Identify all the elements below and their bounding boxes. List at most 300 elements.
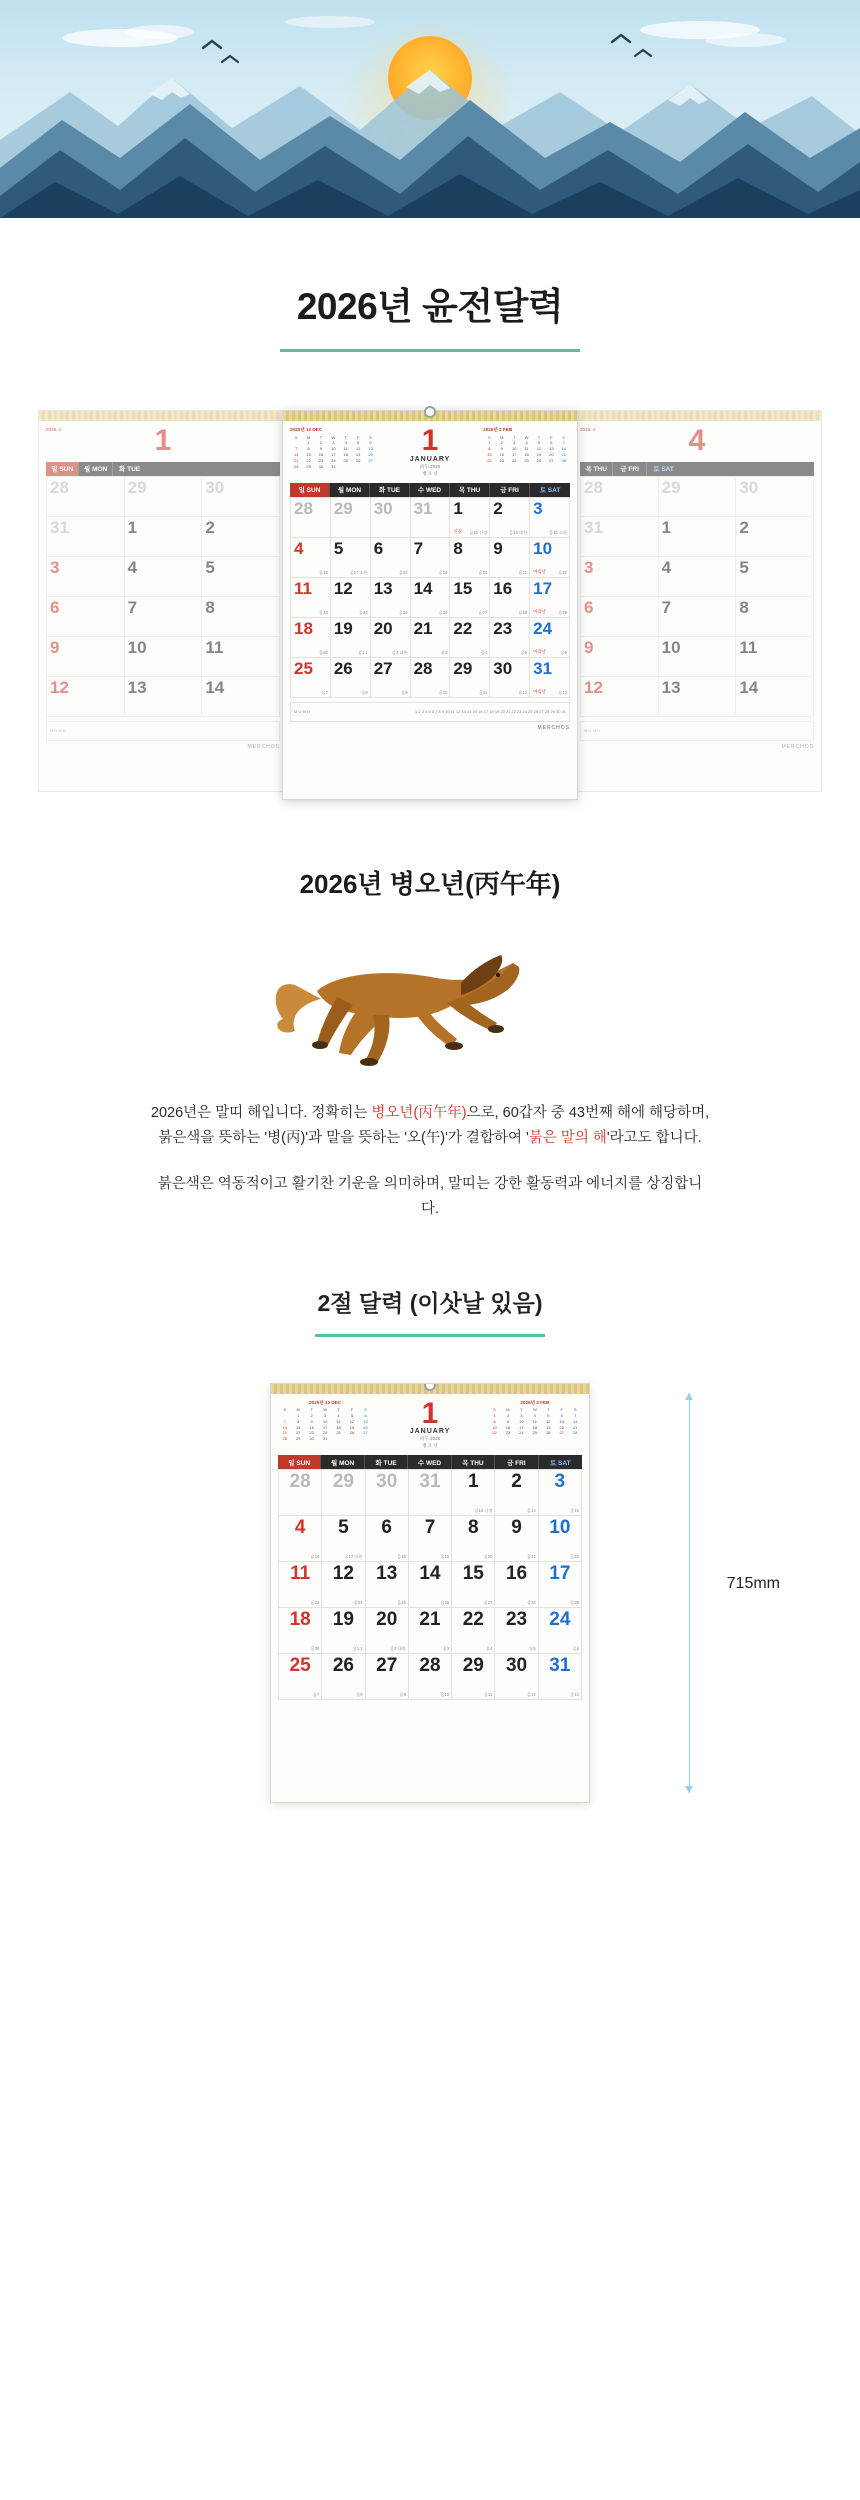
day-event-label: 신정 — [453, 528, 462, 534]
lunar-date: 음3 — [441, 649, 448, 655]
day-number: 14 — [419, 1563, 441, 1585]
calendar-day-cell — [202, 557, 280, 597]
day-number: 10 — [533, 538, 553, 558]
day-number: 28 — [413, 658, 433, 678]
mini-day: 6 — [364, 1412, 367, 1418]
sheet-footer-right: M U M D — [580, 721, 814, 741]
mini-day: 9 — [500, 446, 503, 452]
mini-day: 28 — [573, 1430, 578, 1436]
lunar-date: 음5 — [520, 649, 528, 655]
mini-day: 4 — [337, 1412, 340, 1418]
calendar-day-cell — [495, 1470, 538, 1516]
day-number: 10 — [661, 637, 681, 657]
mini-day: 2 — [319, 440, 323, 446]
calendar-day-cell — [366, 1516, 409, 1562]
calendar-day-cell — [452, 1608, 495, 1654]
day-number: 24 — [549, 1609, 571, 1631]
calendar-day-cell — [409, 1608, 452, 1654]
calendar-day-cell — [452, 1470, 495, 1516]
mini-month-prev-twofold: 2025년 12 DEC S M T W T F S 1 2 3 4 5 6 7 8 9 10 11 12 13 14 15 16 17 18 19 20 21 22 23 24 25 26 27 28 29 30 31 — [278, 1400, 372, 1442]
day-number: 30 — [493, 658, 513, 678]
lunar-date: 음14 대한 — [509, 529, 528, 535]
lunar-date: 음7 — [321, 689, 328, 695]
calendar-day-cell — [450, 658, 490, 698]
day-number: 14 — [739, 677, 759, 697]
mini-day: 22 — [306, 457, 311, 463]
lunar-date: 음16 — [319, 569, 328, 575]
hero-banner — [0, 0, 860, 218]
lunar-date: 음1.1 — [352, 1646, 363, 1652]
mini-day: 19 — [536, 452, 542, 458]
mini-day: 27 — [363, 1430, 368, 1436]
mini-day: 28 — [293, 463, 299, 469]
mini-day: 10 — [511, 446, 517, 452]
title-divider — [280, 349, 580, 352]
mini-day: 15 — [487, 452, 492, 458]
big-month-main: 1 JANUARY 丙午 2026 병 오 년 — [409, 424, 451, 476]
day-number: 7 — [661, 597, 672, 617]
lunar-date: 음24 — [359, 609, 368, 615]
mini-day: 18 — [532, 1424, 538, 1430]
calendar-day-cell — [291, 578, 331, 618]
weekday-header-twofold: 일 SUN 월 MON 화 TUE 수 WED 목 THU 금 FRI 토 SAT — [278, 1455, 582, 1469]
mini-day: 9 — [506, 1418, 510, 1424]
calendar-day-cell — [279, 1516, 322, 1562]
calendar-day-cell — [322, 1516, 365, 1562]
day-number: 20 — [376, 1609, 398, 1631]
lunar-date: 음22 — [570, 1554, 579, 1560]
calendar-day-cell — [495, 1516, 538, 1562]
calendar-day-cell — [490, 578, 530, 618]
mini-weekday: T — [344, 434, 347, 440]
lunar-date: 음3 — [442, 1646, 450, 1652]
calendar-day-cell — [202, 597, 280, 637]
day-number: 8 — [739, 597, 749, 617]
day-event-label: 마감날 — [533, 608, 546, 614]
mini-day: 25 — [532, 1430, 538, 1436]
lunar-date: 음15 소한 — [549, 529, 567, 535]
mini-month-prev: 2025년 12 DEC S M T W T F S 1 2 3 4 5 6 7 8 9 10 11 12 13 14 15 16 17 18 19 20 21 22 23 24 25 26 27 28 29 30 31 — [290, 427, 377, 469]
mini-day: 13 — [559, 1418, 564, 1424]
calendar-day-cell — [539, 1516, 582, 1562]
mini-day: 3 — [332, 440, 335, 446]
calendar-day-cell — [366, 1608, 409, 1654]
calendar-day-cell — [125, 677, 203, 717]
calendar-day-cell — [495, 1608, 538, 1654]
calendar-day-cell — [490, 618, 530, 658]
calendar-day-cell — [736, 557, 814, 597]
mini-day: 21 — [293, 457, 299, 463]
mini-weekday: F — [550, 434, 553, 440]
lunar-date: 음16 — [310, 1554, 320, 1560]
sheet-binding-main — [283, 411, 577, 421]
day-number: 4 — [661, 557, 672, 577]
brand-main: MERCHOS — [537, 724, 570, 731]
lunar-date: 음18 — [397, 1554, 406, 1560]
mini-day: 16 — [505, 1424, 511, 1430]
day-number: 4 — [294, 1517, 306, 1539]
lunar-date: 음17 소한 — [344, 1554, 363, 1560]
day-number: 22 — [462, 1609, 484, 1631]
day-number: 18 — [294, 618, 313, 638]
mini-day: 27 — [549, 457, 554, 463]
day-number: 12 — [333, 578, 353, 598]
mini-weekday: F — [560, 1407, 563, 1413]
mini-day: 17 — [519, 1424, 524, 1430]
mini-day: 14 — [293, 452, 299, 458]
calendar-day-cell — [539, 1562, 582, 1608]
calendar-day-cell — [452, 1562, 495, 1608]
mini-day: 5 — [350, 1412, 354, 1418]
mini-day: 30 — [318, 463, 324, 469]
calendar-day-cell — [366, 1654, 409, 1700]
lunar-date: 음30 — [319, 649, 328, 655]
mini-day — [359, 1436, 373, 1442]
day-number: 29 — [453, 658, 473, 678]
day-number: 17 — [533, 578, 553, 598]
mini-weekday: S — [488, 434, 491, 440]
calendar-day-cell — [530, 658, 570, 698]
mini-weekday: M — [306, 434, 311, 440]
calendar-day-cell — [452, 1516, 495, 1562]
mini-month-next-twofold: 2026년 2 FEB S M T W T F S 1 2 3 4 5 6 7 8 9 10 11 12 13 14 15 16 17 18 19 20 21 22 23 24 25 26 27 28 — [488, 1400, 582, 1437]
calendar-day-cell — [371, 618, 411, 658]
lunar-date: 음13 — [570, 1692, 579, 1698]
lunar-date: 음2 대한 — [391, 649, 408, 655]
mini-day: 20 — [368, 452, 373, 458]
lunar-date: 음27 — [478, 609, 488, 615]
calendar-day-cell — [409, 1470, 452, 1516]
lunar-date: 음25 — [398, 609, 408, 615]
day-number: 3 — [50, 557, 60, 577]
mini-day: 11 — [336, 1418, 341, 1424]
mini-day: 10 — [519, 1418, 524, 1424]
calendar-day-cell — [125, 557, 203, 597]
calendar-day-cell — [125, 597, 203, 637]
mini-day: 22 — [492, 1430, 497, 1436]
day-number: 21 — [413, 618, 433, 638]
calendar-day-cell — [322, 1470, 365, 1516]
calendar-day-cell — [125, 477, 203, 517]
lunar-date: 음19 — [440, 1554, 450, 1560]
mini-month-next: 2026년 2 FEB S M T W T F S 1 2 3 4 5 6 7 8 9 10 11 12 13 14 15 16 17 18 19 20 21 22 23 24 25 26 27 28 — [483, 427, 570, 464]
calendar-day-cell — [530, 578, 570, 618]
day-number: 14 — [413, 578, 433, 598]
day-number: 12 — [50, 677, 69, 697]
day-number: 6 — [373, 538, 384, 558]
two-fold-heading: 2절 달력 (이삿날 있음) — [317, 1289, 543, 1316]
calendar-day-cell — [450, 498, 490, 538]
day-event-label: 마감날 — [533, 648, 546, 654]
day-number: 12 — [332, 1563, 354, 1585]
mini-day: 16 — [318, 452, 324, 458]
day-number: 5 — [205, 557, 215, 577]
mini-day: 18 — [336, 1424, 341, 1430]
day-number: 9 — [493, 538, 503, 558]
page-title-block — [0, 218, 860, 352]
day-number: 14 — [205, 677, 225, 697]
mini-day: 4 — [525, 440, 528, 446]
mini-day: 4 — [344, 440, 347, 446]
lunar-date: 음7 — [312, 1692, 320, 1698]
lunar-date: 음22 — [558, 569, 567, 575]
mini-day: 15 — [306, 452, 311, 458]
mini-day: 27 — [559, 1430, 564, 1436]
mini-day: 31 — [331, 463, 336, 469]
weekday-header-main: 일 SUN 월 MON 화 TUE 수 WED 목 THU 금 FRI 토 SAT — [290, 483, 570, 497]
mini-day: 21 — [573, 1424, 578, 1430]
calendar-day-cell — [450, 538, 490, 578]
day-number: 16 — [505, 1563, 528, 1585]
calendar-day-cell — [495, 1654, 538, 1700]
calendar-day-cell — [322, 1562, 365, 1608]
day-event-label: 마침날 — [533, 688, 546, 694]
calendar-day-cell — [539, 1654, 582, 1700]
day-number: 31 — [419, 1471, 441, 1493]
lunar-date: 음30 — [310, 1646, 320, 1652]
mini-day: 24 — [331, 457, 336, 463]
day-number: 21 — [419, 1609, 441, 1631]
day-number: 29 — [333, 498, 353, 518]
day-number: 6 — [381, 1517, 392, 1539]
mini-day: 9 — [319, 446, 323, 452]
two-fold-section — [0, 1285, 860, 1803]
mini-day: 14 — [573, 1418, 578, 1424]
mini-day: 5 — [357, 440, 360, 446]
hanging-ring-icon — [424, 406, 436, 418]
day-number: 26 — [333, 658, 353, 678]
mini-day: 2 — [500, 440, 503, 446]
mini-day: 6 — [550, 440, 553, 446]
calendar-day-cell — [452, 1654, 495, 1700]
calendar-preview-group — [20, 410, 840, 800]
mini-day: 18 — [524, 452, 529, 458]
day-number: 13 — [127, 677, 147, 697]
calendar-day-cell — [490, 538, 530, 578]
day-number: 31 — [413, 498, 433, 518]
day-number: 1 — [467, 1471, 479, 1493]
mini-weekday: F — [350, 1407, 354, 1413]
lunar-date: 음9 — [399, 1692, 406, 1698]
day-number: 29 — [661, 477, 681, 497]
lunar-date: 음8 — [356, 1692, 363, 1698]
day-number: 19 — [333, 618, 353, 638]
mini-day: 17 — [511, 452, 517, 458]
calendar-day-cell — [366, 1470, 409, 1516]
mini-day: 29 — [306, 463, 311, 469]
mini-day: 1 — [493, 1412, 496, 1418]
lunar-date: 음10 — [438, 689, 448, 695]
mini-day: 14 — [561, 446, 566, 452]
calendar-day-cell — [530, 538, 570, 578]
day-number: 11 — [205, 637, 224, 657]
day-number: 15 — [453, 578, 473, 598]
horse-paragraph-1: 2026년은 말띠 해입니다. 정확히는 병오년(丙午年)으로, 60갑자 중 43번째 해에 해당하며, 붉은색을 뜻하는 '병(丙)'과 말을 뜻하는 '오(午)'가 결합하여 '붉은 말의 해'라고도 합니다. — [150, 1105, 710, 1147]
calendar-day-cell — [581, 557, 659, 597]
mini-day — [364, 464, 376, 470]
mini-weekday: W — [524, 434, 529, 440]
mini-day: 24 — [322, 1430, 328, 1436]
mini-day: 3 — [323, 1412, 327, 1418]
mini-weekday: S — [562, 434, 566, 440]
sheet-binding-twofold — [271, 1384, 589, 1394]
mini-month-prev-left: 2025. 1 — [46, 427, 62, 432]
mini-weekday: W — [331, 434, 336, 440]
mini-day: 29 — [295, 1436, 301, 1442]
mini-weekday: S — [369, 434, 372, 440]
calendar-day-cell — [331, 498, 371, 538]
day-number: 20 — [373, 618, 393, 638]
calendar-day-cell — [331, 618, 371, 658]
mini-day: 5 — [537, 440, 541, 446]
day-number: 16 — [493, 578, 513, 598]
mini-day: 2 — [506, 1412, 510, 1418]
day-number: 31 — [584, 517, 603, 537]
day-number: 1 — [453, 498, 463, 518]
calendar-day-cell — [47, 477, 125, 517]
calendar-day-cell — [47, 677, 125, 717]
lunar-date: 음5 — [529, 1646, 536, 1652]
mini-day: 20 — [549, 452, 554, 458]
calendar-day-cell — [581, 517, 659, 557]
lunar-date: 음23 — [319, 609, 328, 615]
day-number: 13 — [661, 677, 681, 697]
day-number: 12 — [584, 677, 603, 697]
mini-weekday: S — [573, 1407, 577, 1413]
calendar-day-cell — [279, 1470, 322, 1516]
mini-day: 17 — [322, 1424, 328, 1430]
day-grid-main — [290, 497, 570, 698]
calendar-day-cell — [279, 1608, 322, 1654]
mini-day: 1 — [307, 440, 310, 446]
mini-day: 23 — [309, 1430, 314, 1436]
mini-day: 28 — [561, 457, 566, 463]
day-event-label: 마침날 — [533, 568, 546, 574]
lunar-date: 음28 — [518, 609, 528, 615]
calendar-day-cell — [291, 658, 331, 698]
day-number: 2 — [205, 517, 215, 537]
lunar-date: 음9 — [401, 689, 408, 695]
calendar-day-cell — [47, 597, 125, 637]
day-number: 2 — [739, 517, 749, 537]
horse-year-description — [150, 1101, 710, 1223]
day-number: 4 — [294, 538, 304, 558]
mini-day: 12 — [546, 1418, 551, 1424]
day-number: 30 — [376, 1471, 398, 1493]
calendar-day-cell — [581, 677, 659, 717]
mini-day: 12 — [536, 446, 542, 452]
calendar-day-cell — [736, 637, 814, 677]
calendar-day-cell — [450, 578, 490, 618]
lunar-date: 음20 — [478, 569, 488, 575]
mini-day: 7 — [283, 1418, 286, 1424]
calendar-day-cell — [581, 637, 659, 677]
lunar-date: 음6 — [572, 1646, 579, 1652]
mini-day: 31 — [322, 1436, 328, 1442]
mini-weekday: T — [512, 434, 516, 440]
lunar-date: 음29 — [558, 609, 567, 615]
day-number: 9 — [50, 637, 60, 657]
lunar-date: 음26 — [438, 609, 448, 615]
calendar-day-cell — [581, 477, 659, 517]
mini-day: 8 — [297, 1418, 300, 1424]
calendar-day-cell — [322, 1654, 365, 1700]
mini-weekday: M — [296, 1407, 300, 1413]
calendar-sheet-twofold — [270, 1383, 590, 1803]
day-number: 10 — [549, 1517, 571, 1539]
mini-day — [332, 1436, 345, 1442]
day-number: 5 — [739, 557, 749, 577]
day-number: 13 — [376, 1563, 398, 1585]
calendar-day-cell — [411, 658, 451, 698]
mini-weekday: T — [337, 1407, 340, 1413]
calendar-day-cell — [371, 578, 411, 618]
day-number: 23 — [493, 618, 513, 638]
day-number: 30 — [505, 1655, 528, 1677]
day-number: 2 — [511, 1471, 522, 1493]
day-number: 22 — [453, 618, 473, 638]
day-number: 8 — [453, 538, 463, 558]
horse-year-section — [0, 864, 860, 1223]
mini-day: 13 — [549, 446, 554, 452]
mini-day: 25 — [336, 1430, 341, 1436]
mini-day: 5 — [547, 1412, 550, 1418]
lunar-date: 음13 — [558, 689, 567, 695]
mini-day: 23 — [505, 1430, 511, 1436]
sheet-binding-right — [573, 411, 821, 421]
day-number: 5 — [338, 1517, 349, 1539]
mini-day: 13 — [363, 1418, 368, 1424]
mini-day: 21 — [282, 1430, 287, 1436]
mini-day: 22 — [487, 457, 492, 463]
lunar-date: 음10 — [440, 1692, 450, 1698]
mini-day: 12 — [349, 1418, 355, 1424]
big-month-right: 4 — [688, 424, 706, 457]
lunar-date: 음20 — [483, 1554, 493, 1560]
lunar-date: 음13 신정 — [474, 1508, 493, 1514]
mini-weekday: F — [356, 434, 360, 440]
mini-day: 14 — [282, 1424, 287, 1430]
day-number: 28 — [419, 1655, 441, 1677]
calendar-day-cell — [539, 1608, 582, 1654]
day-number: 9 — [584, 637, 594, 657]
mini-day: 6 — [369, 440, 372, 446]
day-number: 15 — [462, 1563, 484, 1585]
day-number: 30 — [205, 477, 225, 497]
day-grid-right — [580, 476, 814, 717]
mini-month-prev-right: 2026. 4 — [580, 427, 596, 432]
mini-weekday: T — [319, 434, 323, 440]
mini-weekday: T — [520, 1407, 523, 1413]
calendar-day-cell — [279, 1562, 322, 1608]
mini-day: 21 — [561, 452, 566, 458]
day-number: 2 — [493, 498, 503, 518]
lunar-date: 음21 — [527, 1554, 536, 1560]
mini-day: 24 — [511, 457, 517, 463]
mini-day: 11 — [524, 446, 529, 452]
calendar-day-cell — [659, 557, 737, 597]
calendar-day-cell — [125, 637, 203, 677]
calendar-day-cell — [331, 538, 371, 578]
mini-weekday: M — [506, 1407, 510, 1413]
day-number: 23 — [505, 1609, 528, 1631]
mini-day: 10 — [322, 1418, 328, 1424]
calendar-day-cell — [659, 597, 737, 637]
day-number: 11 — [739, 637, 758, 657]
day-number: 9 — [511, 1517, 522, 1539]
page-title: 2026년 윤전달력 — [296, 286, 564, 327]
mini-day: 17 — [331, 452, 336, 458]
